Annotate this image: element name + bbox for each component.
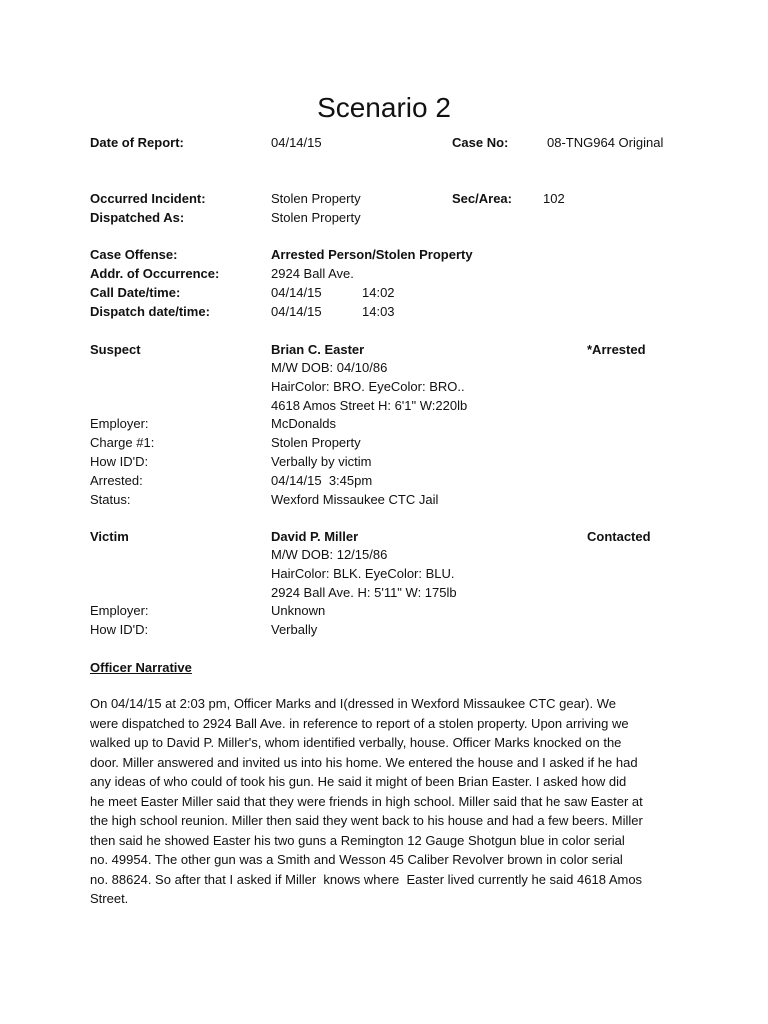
dispatch-date-label: Dispatch date/time:: [90, 304, 210, 319]
victim-status-flag: Contacted: [587, 529, 651, 544]
dispatch-time-value: 14:03: [362, 304, 395, 319]
victim-dob: M/W DOB: 12/15/86: [271, 547, 388, 562]
narrative-line: walked up to David P. Miller's, whom identified verbally, house. Officer Marks knocked on the: [90, 735, 622, 750]
suspect-label: Suspect: [90, 342, 141, 357]
suspect-status-value: Wexford Missaukee CTC Jail: [271, 492, 439, 507]
suspect-howid-value: Verbally by victim: [271, 454, 372, 469]
dispatch-date-value: 04/14/15: [271, 304, 322, 319]
narrative-line: the high school reunion. Miller then said they went back to his house and had a few beers. Miller: [90, 813, 643, 828]
addr-value: 2924 Ball Ave.: [271, 266, 354, 281]
victim-label: Victim: [90, 529, 129, 544]
suspect-arrested-value: 04/14/15 3:45pm: [271, 473, 373, 488]
dispatched-as-value: Stolen Property: [271, 210, 361, 225]
narrative-line: any ideas of who could of took his gun. He said it might of been Brian Easter. I asked how did: [90, 774, 627, 789]
occurred-incident-label: Occurred Incident:: [90, 191, 206, 206]
sec-area-value: 102: [543, 191, 565, 206]
victim-name: David P. Miller: [271, 529, 359, 544]
addr-label: Addr. of Occurrence:: [90, 266, 220, 281]
suspect-employer-label: Employer:: [90, 416, 149, 431]
suspect-arrested-label: Arrested:: [90, 473, 143, 488]
suspect-address: 4618 Amos Street H: 6'1" W:220lb: [271, 398, 468, 413]
narrative-line: On 04/14/15 at 2:03 pm, Officer Marks and I(dressed in Wexford Missaukee CTC gear). We: [90, 696, 617, 711]
victim-hair-eye: HairColor: BLK. EyeColor: BLU.: [271, 566, 455, 581]
suspect-charge-value: Stolen Property: [271, 435, 361, 450]
call-time-value: 14:02: [362, 285, 395, 300]
date-of-report-label: Date of Report:: [90, 135, 184, 150]
dispatched-as-label: Dispatched As:: [90, 210, 185, 225]
suspect-employer-value: McDonalds: [271, 416, 337, 431]
narrative-line: no. 88624. So after that I asked if Miller knows where Easter lived currently he said 4618 Amos: [90, 871, 643, 887]
victim-employer-label: Employer:: [90, 603, 149, 618]
suspect-charge-label: Charge #1:: [90, 435, 155, 450]
victim-address: 2924 Ball Ave. H: 5'11" W: 175lb: [271, 585, 457, 600]
narrative-line: were dispatched to 2924 Ball Ave. in reference to report of a stolen property. Upon arriving we: [90, 715, 629, 731]
suspect-dob: M/W DOB: 04/10/86: [271, 360, 388, 375]
suspect-hair-eye: HairColor: BRO. EyeColor: BRO..: [271, 379, 465, 394]
suspect-status-label: Status:: [90, 492, 131, 507]
case-no-label: Case No:: [452, 135, 509, 150]
narrative-heading: Officer Narrative: [90, 660, 192, 675]
case-offense-label: Case Offense:: [90, 247, 178, 262]
narrative-line: no. 49954. The other gun was a Smith and Wesson 45 Caliber Revolver brown in color serial: [90, 852, 623, 867]
narrative-line: he meet Easter Miller said that they were friends in high school. Miller said that he saw Easter at: [90, 793, 643, 809]
case-no-value: 08-TNG964 Original: [547, 135, 664, 150]
victim-employer-value: Unknown: [271, 603, 326, 618]
occurred-incident-value: Stolen Property: [271, 191, 361, 206]
suspect-howid-label: How ID'D:: [90, 454, 149, 469]
victim-howid-label: How ID'D:: [90, 622, 149, 637]
narrative-line: then said he showed Easter his two guns a Remington 12 Gauge Shotgun blue in color serial: [90, 832, 625, 848]
date-of-report-value: 04/14/15: [271, 135, 322, 150]
page-title: Scenario 2: [317, 92, 451, 123]
call-date-value: 04/14/15: [271, 285, 322, 300]
narrative-line: door. Miller answered and invited us into his home. We entered the house and I asked if he had: [90, 754, 638, 770]
suspect-name: Brian C. Easter: [271, 342, 365, 357]
narrative-body: [90, 694, 690, 909]
narrative-line: Street.: [90, 891, 129, 906]
sec-area-label: Sec/Area:: [452, 191, 512, 206]
case-offense-value: Arrested Person/Stolen Property: [271, 247, 473, 262]
suspect-status-flag: *Arrested: [587, 342, 646, 357]
victim-howid-value: Verbally: [271, 622, 318, 637]
call-date-label: Call Date/time:: [90, 285, 181, 300]
